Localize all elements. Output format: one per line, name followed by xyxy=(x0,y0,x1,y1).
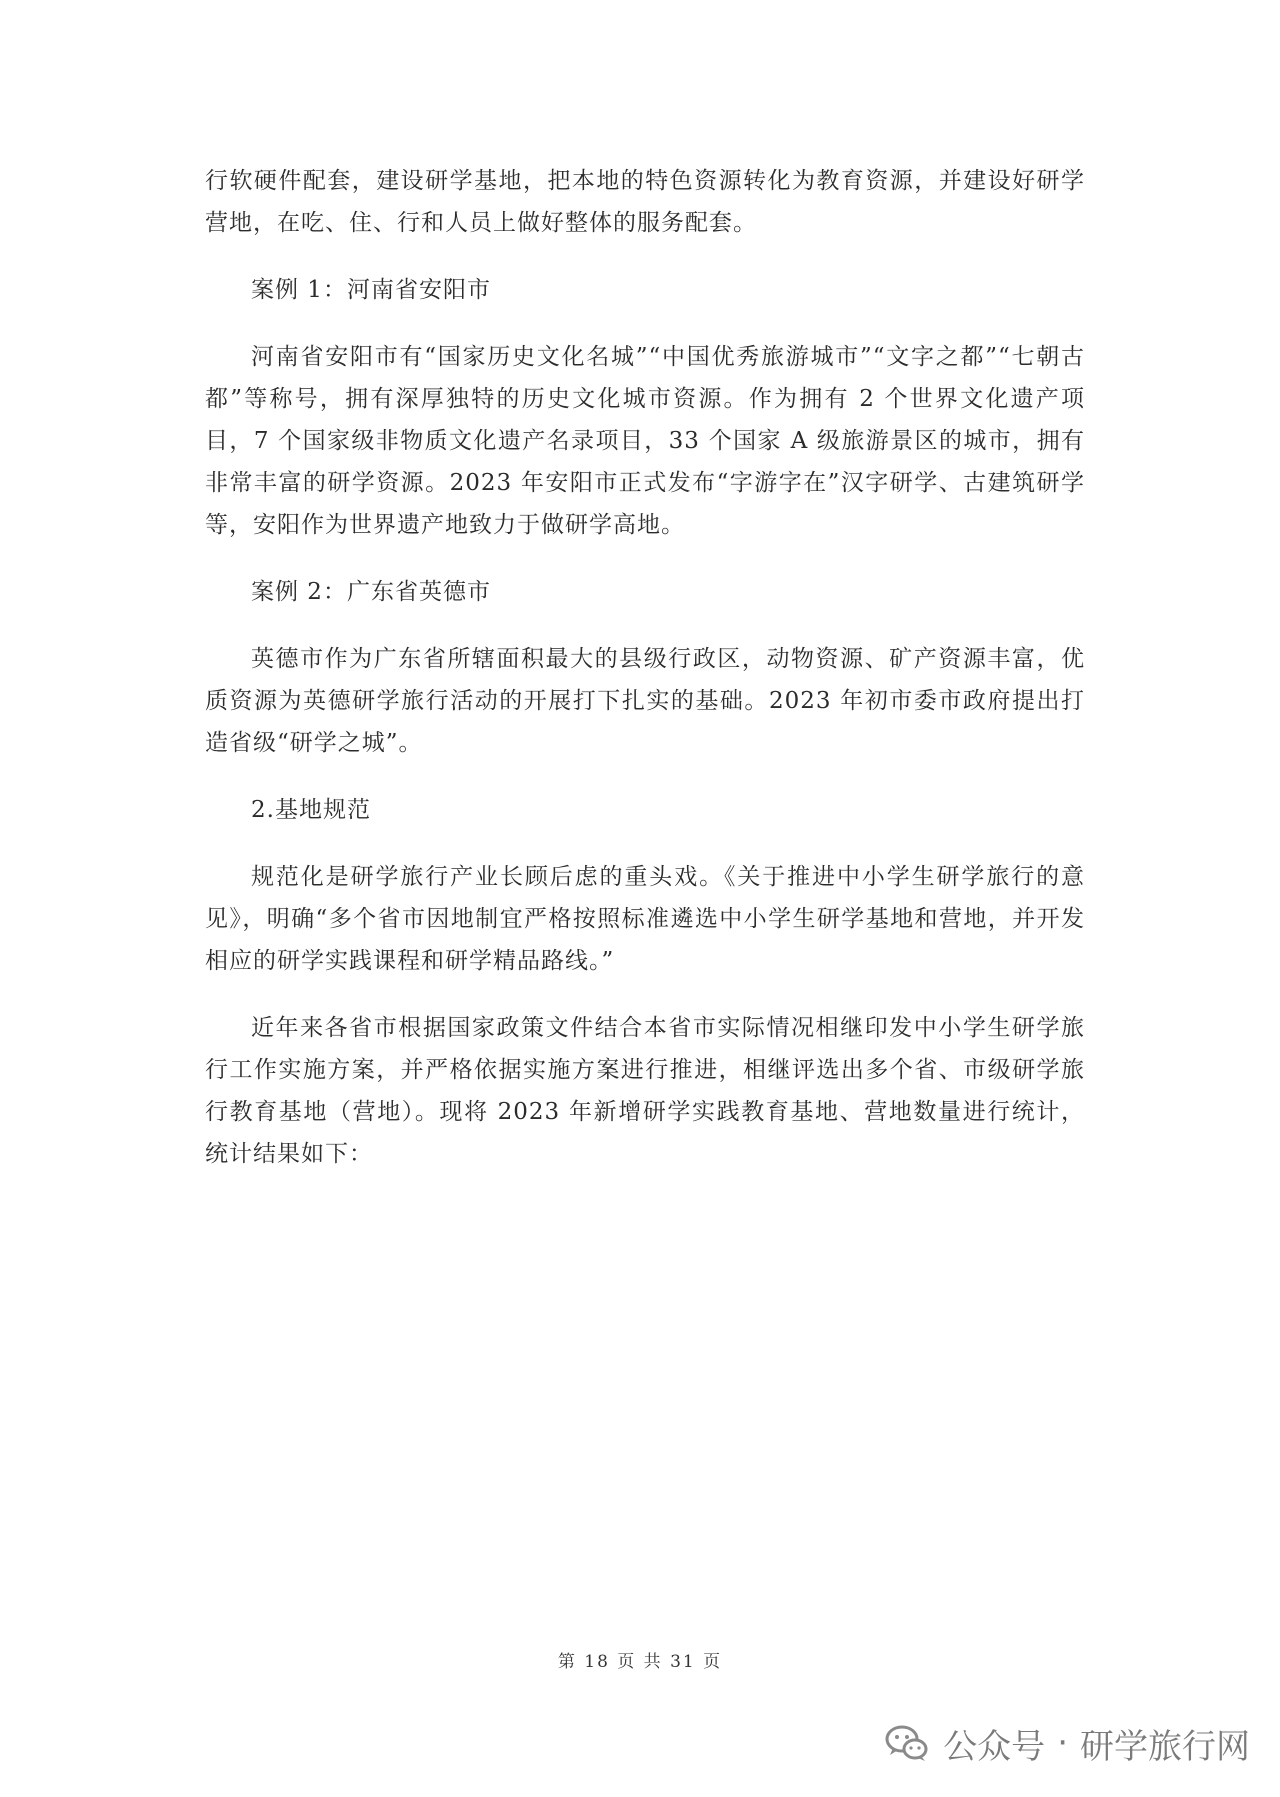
document-body xyxy=(205,160,1085,1200)
wechat-icon xyxy=(885,1723,929,1763)
paragraph-standardization: 规范化是研学旅行产业长顾后虑的重头戏。《关于推进中小学生研学旅行的意见》，明确“多个省市因地制宜严格按照标准遴选中小学生研学基地和营地，并开发相应的研学实践课程和研学精品路线。” xyxy=(205,864,1085,974)
paragraph-intro: 行软硬件配套，建设研学基地，把本地的特色资源转化为教育资源，并建设好研学营地，在吃、住、行和人员上做好整体的服务配套。 xyxy=(205,168,1085,236)
watermark xyxy=(885,1722,1250,1767)
paragraph-statistics: 近年来各省市根据国家政策文件结合本省市实际情况相继印发中小学生研学旅行工作实施方案，并严格依据实施方案进行推进，相继评选出多个省、市级研学旅行教育基地（营地）。现将 2023 年新增研学实践教育基地、营地数量进行统计，统计结果如下： xyxy=(205,1015,1085,1167)
watermark-source: 公众号 xyxy=(943,1726,1046,1767)
section-heading-base-standard: 2.基地规范 xyxy=(251,797,371,823)
watermark-separator: · xyxy=(1057,1723,1068,1763)
case-heading-yingde: 案例 2：广东省英德市 xyxy=(251,579,491,605)
watermark-account: 研学旅行网 xyxy=(1080,1726,1250,1767)
paragraph-yingde: 英德市作为广东省所辖面积最大的县级行政区，动物资源、矿产资源丰富，优质资源为英德研学旅行活动的开展打下扎实的基础。2023 年初市委市政府提出打造省级“研学之城”。 xyxy=(205,646,1085,756)
page-number: 第 18 页 共 31 页 xyxy=(557,1652,723,1672)
paragraph-anyang: 河南省安阳市有“国家历史文化名城”“中国优秀旅游城市”“文字之都”“七朝古都”等称号，拥有深厚独特的历史文化城市资源。作为拥有 2 个世界文化遗产项目，7 个国家级非物质文化遗产名录项目，33 个国家 A 级旅游景区的城市，拥有非常丰富的研学资源。2023 年安阳市正式发布“字游字在”汉字研学、古建筑研学等，安阳作为世界遗产地致力于做研学高地。 xyxy=(205,344,1085,538)
case-heading-anyang: 案例 1：河南省安阳市 xyxy=(251,277,491,303)
